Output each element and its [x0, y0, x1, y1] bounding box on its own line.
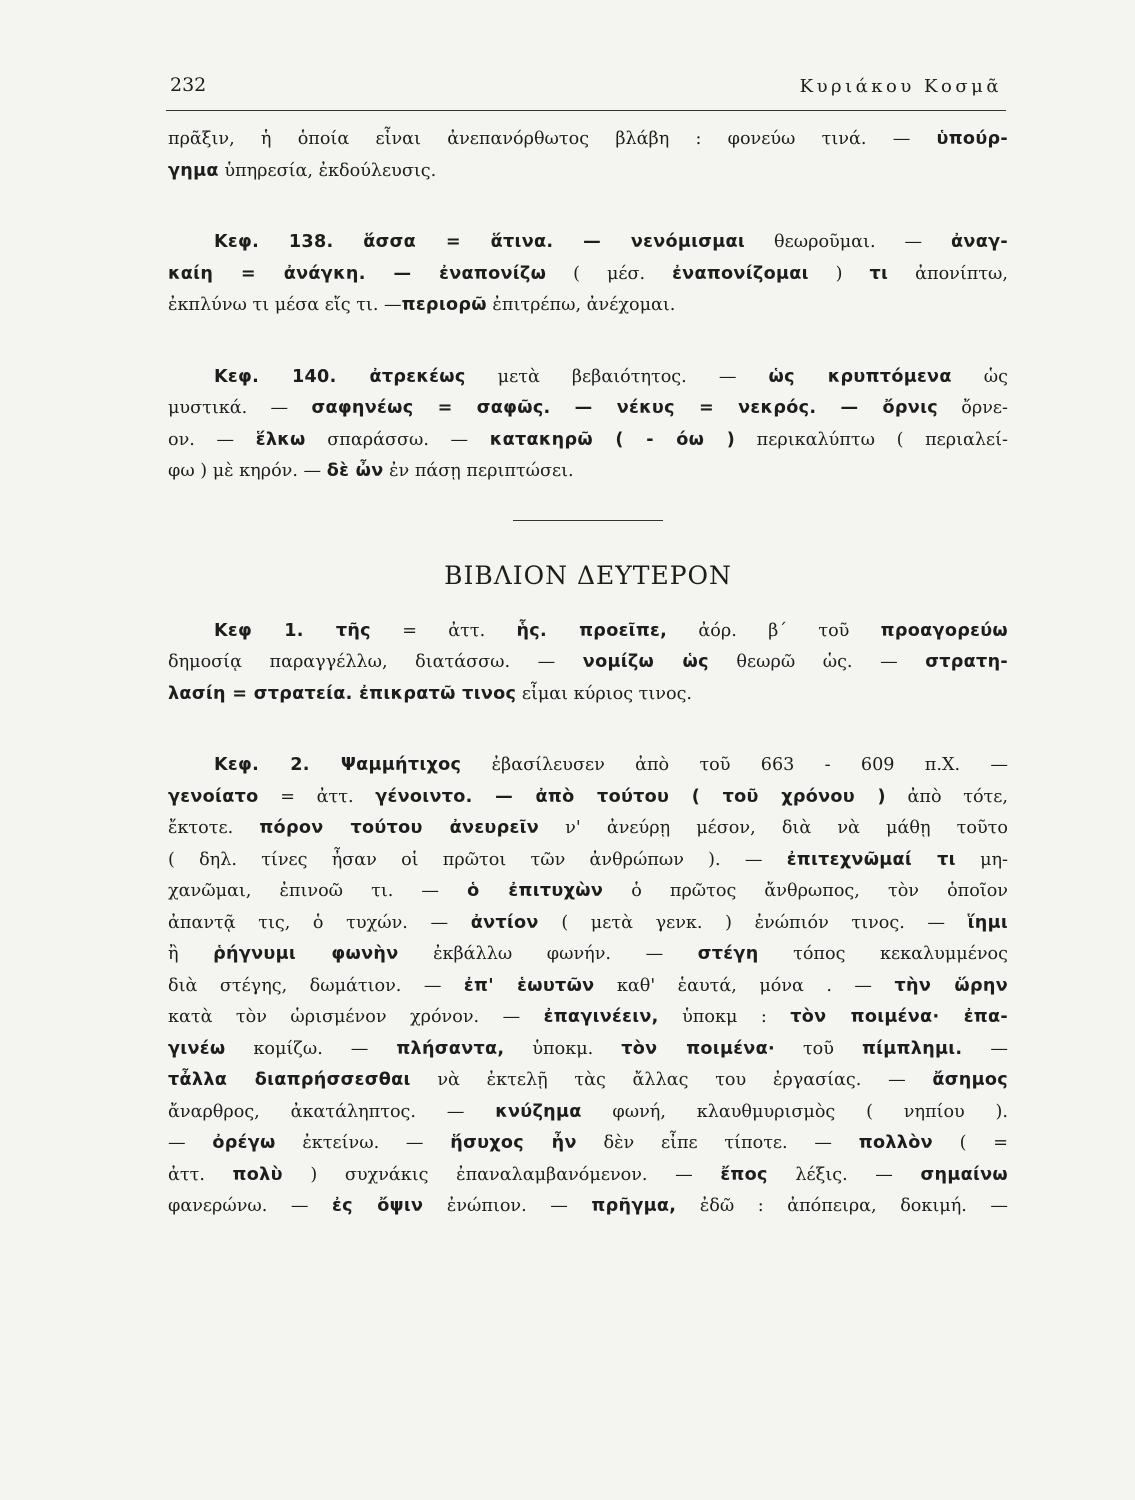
text-line: χανῶμαι, ἐπινοῶ τι. — ὁ ἐπιτυχὼν ὁ πρῶτος ἄνθρωπος, τὸν ὁποῖον — [168, 881, 1008, 901]
text-line: φω ) μὲ κηρόν. — δὲ ὦν ἐν πάσῃ περιπτώσει. — [168, 461, 574, 481]
text-line: διὰ στέγης, δωμάτιον. — ἐπ' ἑωυτῶν καθ' ἑαυτά, μόνα . — τὴν ὥρην — [168, 975, 1008, 996]
text-line: κατὰ τὸν ὡρισμένον χρόνον. — ἐπαγινέειν, ὑποκμ : τὸν ποιμένα· ἐπα- — [168, 1007, 1008, 1027]
text-line: τἆλλα διαπρήσσεσθαι νὰ ἐκτελῇ τὰς ἄλλας του ἐργασίας. — ἄσημος — [168, 1070, 1008, 1090]
text-line: μυστικά. — σαφηνέως = σαφῶς. — νέκυς = νεκρός. — ὄρνις ὄρνε- — [168, 398, 1008, 418]
page-number: 232 — [170, 74, 207, 96]
chapter-138-paragraph — [168, 227, 1008, 322]
text-line: γινέω κομίζω. — πλήσαντα, ὑποκμ. τὸν ποιμένα· τοῦ πίμπλημι. — — [168, 1038, 1008, 1059]
text-line: ἔκτοτε. πόρον τούτου ἀνευρεῖν ν' ἀνεύρῃ μέσον, διὰ νὰ μάθῃ τοῦτο — [168, 818, 1008, 838]
text-line: καίη = ἀνάγκη. — ἐναπονίζω ( μέσ. ἐναπονίζομαι ) τι ἀπονίπτω, — [168, 263, 1008, 284]
chapter-1-paragraph — [168, 616, 1008, 711]
text-line: — ὀρέγω ἐκτείνω. — ἥσυχος ἦν δὲν εἶπε τίποτε. — πολλὸν ( = — [168, 1133, 1008, 1153]
text-line: ἀττ. πολὺ ) συχνάκις ἐπαναλαμβανόμενον. — ἔπος λέξις. — σημαίνω — [168, 1164, 1008, 1185]
text-line: φανερώνω. — ἐς ὄψιν ἐνώπιον. — πρῆγμα, ἐδῶ : ἀπόπειρα, δοκιμή. — — [168, 1196, 1008, 1216]
text-line: ἢ ῥήγνυμι φωνὴν ἐκβάλλω φωνήν. — στέγη τόπος κεκαλυμμένος — [168, 944, 1008, 964]
page-body — [168, 124, 1008, 1263]
text-line: Κεφ. 2. Ψαμμήτιχος ἐβασίλευσεν ἀπὸ τοῦ 663 - 609 π.Χ. — — [214, 755, 1008, 775]
text-line: δημοσίᾳ παραγγέλλω, διατάσσω. — νομίζω ὡς θεωρῶ ὡς. — στρατη- — [168, 652, 1008, 672]
text-line: γενοίατο = ἀττ. γένοιντο. — ἀπὸ τούτου ( τοῦ χρόνου ) ἀπὸ τότε, — [168, 786, 1008, 807]
page-header — [166, 70, 1006, 111]
text-line: ἐκπλύνω τι μέσα εἴς τι. —περιορῶ ἐπιτρέπω, ἀνέχομαι. — [168, 295, 676, 315]
text-line: Κεφ. 138. ἅσσα = ἅτινα. — νενόμισμαι θεωροῦμαι. — ἀναγ- — [214, 232, 1008, 252]
section-divider — [513, 520, 663, 521]
running-head: Κυριάκου Κοσμᾶ — [799, 76, 1002, 97]
book-title: ΒΙΒΛΙΟΝ ΔΕΥΤΕΡΟΝ — [444, 560, 732, 590]
chapter-140-paragraph — [168, 362, 1008, 488]
text-line: Κεφ 1. τῆς = ἀττ. ἧς. προεῖπε, ἀόρ. β΄ τοῦ προαγορεύω — [214, 620, 1008, 641]
text-line: ον. — ἕλκω σπαράσσω. — κατακηρῶ ( - όω ) περικαλύπτω ( περιαλεί- — [168, 429, 1008, 450]
text-line: ἄναρθρος, ἀκατάληπτος. — κνύζημα φωνή, κλαυθμυρισμὸς ( νηπίου ). — [168, 1101, 1008, 1122]
intro-paragraph — [168, 124, 1008, 187]
text-line: ἀπαντᾷ τις, ὁ τυχών. — ἀντίον ( μετὰ γενκ. ) ἐνώπιόν τινος. — ἵημι — [168, 912, 1008, 933]
text-line: ( δηλ. τίνες ἦσαν οἱ πρῶτοι τῶν ἀνθρώπων ). — ἐπιτεχνῶμαί τι μη- — [168, 849, 1008, 870]
text-line: γημα ὑπηρεσία, ἐκδούλευσις. — [168, 160, 437, 181]
chapter-2-paragraph — [168, 750, 1008, 1223]
text-line: πρᾶξιν, ἡ ὁποία εἶναι ἀνεπανόρθωτος βλάβη : φονεύω τινά. — ὑπούρ- — [168, 129, 1008, 149]
text-line: Κεφ. 140. ἀτρεκέως μετὰ βεβαιότητος. — ὡς κρυπτόμενα ὡς — [214, 366, 1008, 387]
text-line: λασίη = στρατεία. ἐπικρατῶ τινος εἶμαι κύριος τινος. — [168, 683, 693, 704]
